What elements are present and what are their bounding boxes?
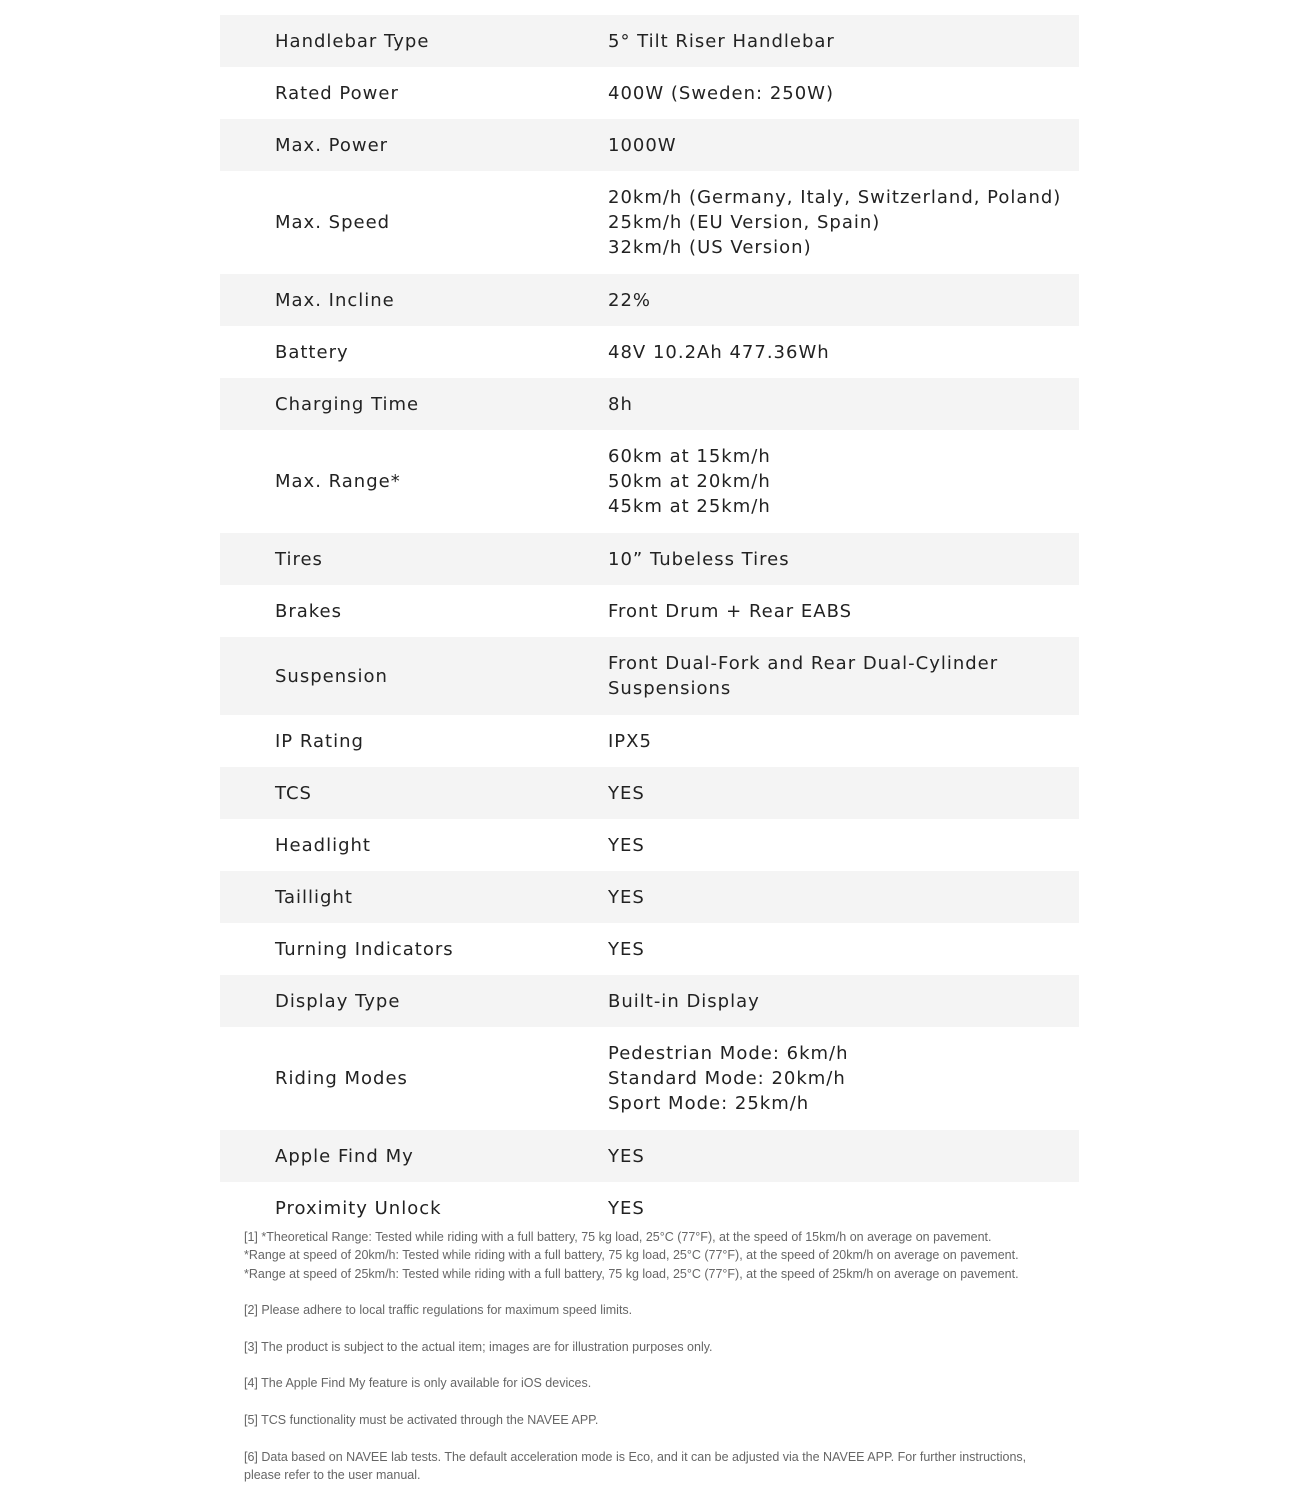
spec-row [220, 533, 1079, 585]
spec-row [220, 1027, 1079, 1130]
spec-value-line: Built-in Display [608, 990, 760, 1012]
spec-row [220, 430, 1079, 533]
spec-value-line: 10” Tubeless Tires [608, 548, 790, 570]
spec-value-line: YES [608, 938, 645, 960]
spec-value-line: 1000W [608, 134, 677, 156]
spec-value [608, 185, 1079, 260]
spec-label: Max. Power [275, 134, 389, 156]
spec-value-line: 32km/h (US Version) [608, 237, 812, 258]
spec-value [608, 989, 1079, 1014]
footnote [244, 1374, 1074, 1392]
spec-value-line: Suspensions [608, 678, 732, 699]
spec-value-line: 25km/h (EU Version, Spain) [608, 212, 881, 233]
spec-value [608, 1196, 1079, 1221]
spec-value-line: YES [608, 1197, 645, 1219]
spec-value-line: 45km at 25km/h [608, 496, 771, 517]
footnote [244, 1228, 1074, 1283]
spec-row [220, 378, 1079, 430]
spec-value-line: YES [608, 834, 645, 856]
spec-label: Max. Range* [275, 471, 401, 492]
spec-table [220, 15, 1079, 1234]
spec-value-line: 8h [608, 393, 633, 415]
spec-value [608, 833, 1079, 858]
spec-row [220, 975, 1079, 1027]
spec-value [608, 444, 1079, 519]
spec-row [220, 15, 1079, 67]
spec-label: Rated Power [275, 82, 399, 104]
spec-row [220, 171, 1079, 274]
footnote-line: [1] *Theoretical Range: Tested while riding with a full battery, 75 kg load, 25°C (77°F), at the speed of 15km/h on average on pavement. [244, 1230, 992, 1244]
spec-value-line: YES [608, 886, 645, 908]
footnote-line: [4] The Apple Find My feature is only available for iOS devices. [244, 1376, 592, 1391]
spec-value [608, 781, 1079, 806]
spec-row [220, 326, 1079, 378]
footnote-line: [6] Data based on NAVEE lab tests. The default acceleration mode is Eco, and it can be adjusted via the NAVEE APP. For further instructions, [244, 1449, 1027, 1464]
footnote-line: *Range at speed of 25km/h: Tested while riding with a full battery, 75 kg load, 25°C (77°F), at the speed of 25km/h on average on pavement. [244, 1266, 1019, 1281]
spec-value [608, 288, 1079, 313]
spec-value-line: 400W (Sweden: 250W) [608, 82, 834, 104]
spec-value [608, 133, 1079, 158]
footnotes [244, 1228, 1074, 1502]
spec-row [220, 767, 1079, 819]
spec-label: Max. Incline [275, 289, 395, 311]
spec-label: Apple Find My [275, 1145, 414, 1167]
spec-value [608, 885, 1079, 910]
footnote-line: please refer to the user manual. [244, 1467, 421, 1482]
spec-value-line: Pedestrian Mode: 6km/h [608, 1043, 849, 1064]
spec-value-line: Front Dual-Fork and Rear Dual-Cylinder [608, 653, 999, 674]
spec-row [220, 67, 1079, 119]
spec-label: Display Type [275, 990, 401, 1012]
spec-row [220, 585, 1079, 637]
spec-value-line: YES [608, 1145, 645, 1167]
spec-value-line: 48V 10.2Ah 477.36Wh [608, 341, 830, 363]
footnote-line: [2] Please adhere to local traffic regulations for maximum speed limits. [244, 1303, 633, 1318]
spec-row [220, 274, 1079, 326]
spec-label: Taillight [275, 886, 353, 908]
footnote [244, 1448, 1074, 1485]
spec-value-line: YES [608, 782, 645, 804]
spec-value [608, 340, 1079, 365]
footnote-line: *Range at speed of 20km/h: Tested while riding with a full battery, 75 kg load, 25°C (77°F), at the speed of 20km/h on average on pavement. [244, 1248, 1019, 1263]
spec-value [608, 392, 1079, 417]
spec-row [220, 819, 1079, 871]
spec-value-line: 5° Tilt Riser Handlebar [608, 30, 835, 52]
spec-label: Tires [275, 548, 323, 570]
footnote-line: [3] The product is subject to the actual item; images are for illustration purposes only. [244, 1339, 713, 1354]
spec-value [608, 547, 1079, 572]
spec-label: Suspension [275, 665, 388, 687]
spec-row [220, 871, 1079, 923]
spec-row [220, 637, 1079, 715]
spec-value [608, 29, 1079, 54]
spec-label: Brakes [275, 600, 343, 622]
spec-value [608, 651, 1079, 701]
spec-label: Charging Time [275, 393, 420, 415]
footnote [244, 1411, 1074, 1429]
spec-label: IP Rating [275, 730, 364, 752]
spec-value [608, 599, 1079, 624]
spec-row [220, 119, 1079, 171]
spec-row [220, 715, 1079, 767]
spec-label: TCS [275, 782, 312, 804]
spec-label: Riding Modes [275, 1068, 408, 1089]
spec-value-line: 60km at 15km/h [608, 446, 771, 467]
spec-value [608, 81, 1079, 106]
spec-row [220, 1130, 1079, 1182]
spec-row [220, 1182, 1079, 1234]
spec-label: Handlebar Type [275, 30, 430, 52]
spec-value [608, 729, 1079, 754]
spec-value [608, 1144, 1079, 1169]
spec-value-line: 20km/h (Germany, Italy, Switzerland, Poland) [608, 187, 1062, 208]
spec-label: Max. Speed [275, 212, 391, 233]
spec-value-line: 50km at 20km/h [608, 471, 771, 492]
spec-value [608, 1041, 1079, 1116]
spec-value-line: Sport Mode: 25km/h [608, 1093, 810, 1114]
footnote-line: [5] TCS functionality must be activated through the NAVEE APP. [244, 1412, 599, 1427]
spec-row [220, 923, 1079, 975]
spec-value-line: Standard Mode: 20km/h [608, 1068, 846, 1089]
footnote [244, 1301, 1074, 1319]
spec-label: Turning Indicators [275, 938, 454, 960]
spec-label: Battery [275, 341, 349, 363]
footnote [244, 1338, 1074, 1356]
spec-value-line: IPX5 [608, 730, 652, 752]
spec-label: Headlight [275, 834, 371, 856]
spec-value-line: Front Drum + Rear EABS [608, 600, 853, 622]
spec-value-line: 22% [608, 289, 652, 311]
spec-label: Proximity Unlock [275, 1197, 442, 1219]
spec-value [608, 937, 1079, 962]
